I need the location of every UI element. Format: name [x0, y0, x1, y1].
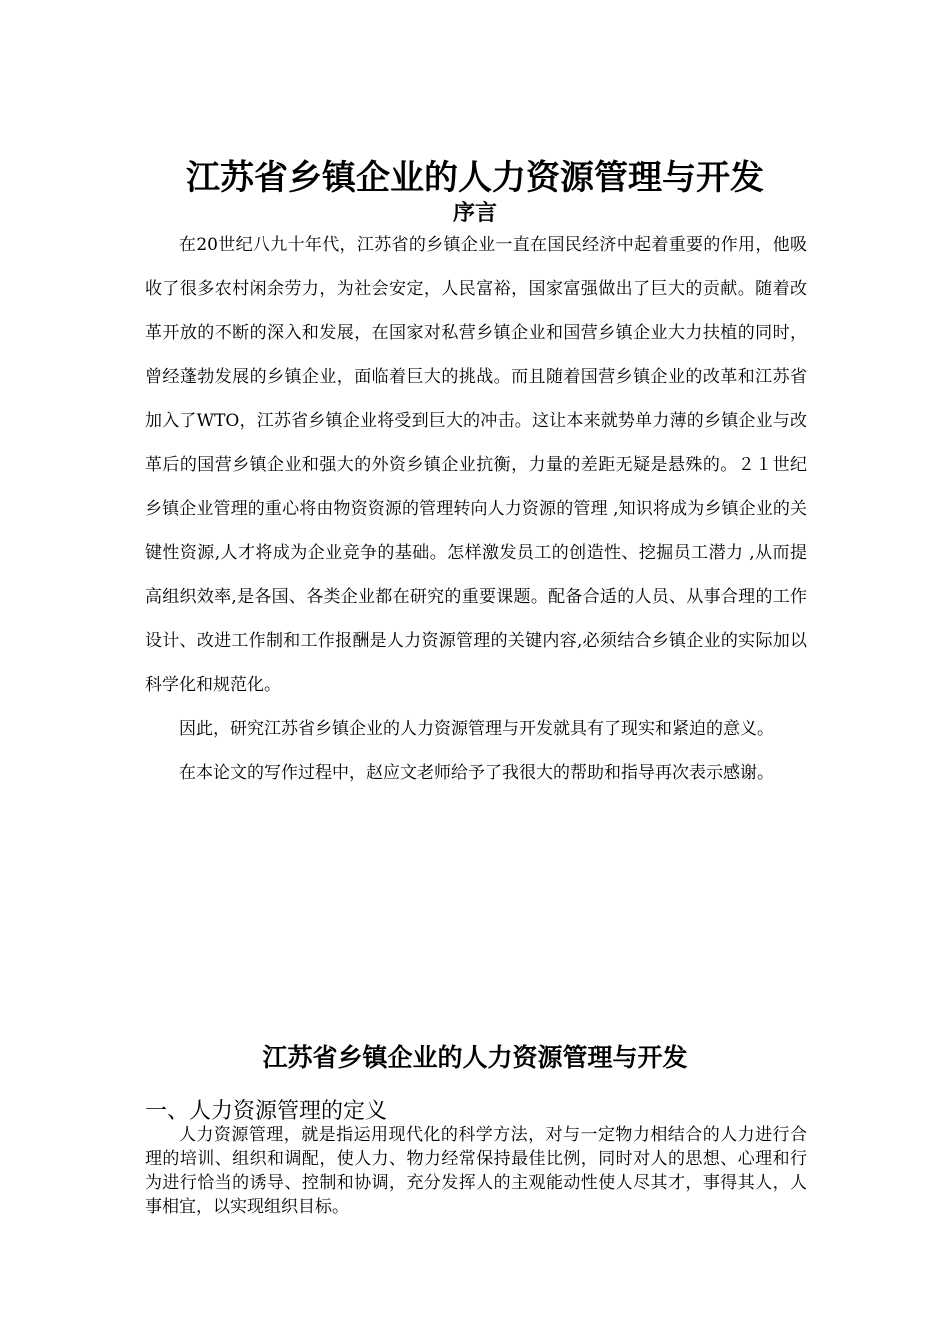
preface-paragraph-3: 在本论文的写作过程中，赵应文老师给予了我很大的帮助和指导再次表示感谢。: [179, 763, 774, 783]
preface-heading: 序言: [452, 200, 497, 226]
preface-body: [145, 223, 807, 795]
section-body: [145, 1123, 807, 1219]
document-title: 江苏省乡镇企业的人力资源管理与开发: [186, 158, 764, 198]
section-paragraph: 人力资源管理，就是指运用现代化的科学方法，对与一定物力相结合的人力进行合理的培训、组织和调配，使人力、物力经常保持最佳比例，同时对人的思想、心理和行为进行恰当的诱导、控制和协调，充分发挥人的主观能动性使人尽其才，事得其人，人事相宜，以实现组织目标。: [145, 1125, 807, 1217]
preface-paragraph-1: 在20世纪八九十年代，江苏省的乡镇企业一直在国民经济中起着重要的作用，他吸收了很多农村闲余劳力，为社会安定，人民富裕，国家富强做出了巨大的贡献。随着改革开放的不断的深入和发展，在国家对私营乡镇企业和国营乡镇企业大力扶植的同时，曾经蓬勃发展的乡镇企业，面临着巨大的挑战。而且随着国营乡镇企业的改革和江苏省加入了WTO，江苏省乡镇企业将受到巨大的冲击。这让本来就势单力薄的乡镇企业与改革后的国营乡镇企业和强大的外资乡镇企业抗衡，力量的差距无疑是悬殊的。２１世纪乡镇企业管理的重心将由物资资源的管理转向人力资源的管理 ,知识将成为乡镇企业的关键性资源,人才将成为企业竞争的基础。怎样激发员工的创造性、挖掘员工潜力 ,从而提高组织效率,是各国、各类企业都在研究的重要课题。配备合适的人员、从事合理的工作设计、改进工作制和工作报酬是人力资源管理的关键内容,必须结合乡镇企业的实际加以科学化和规范化。: [145, 235, 807, 695]
preface-paragraph-2: 因此，研究江苏省乡镇企业的人力资源管理与开发就具有了现实和紧迫的意义。: [179, 719, 774, 739]
section-heading: 一、人力资源管理的定义: [145, 1099, 388, 1124]
chapter-title: 江苏省乡镇企业的人力资源管理与开发: [262, 1043, 688, 1072]
